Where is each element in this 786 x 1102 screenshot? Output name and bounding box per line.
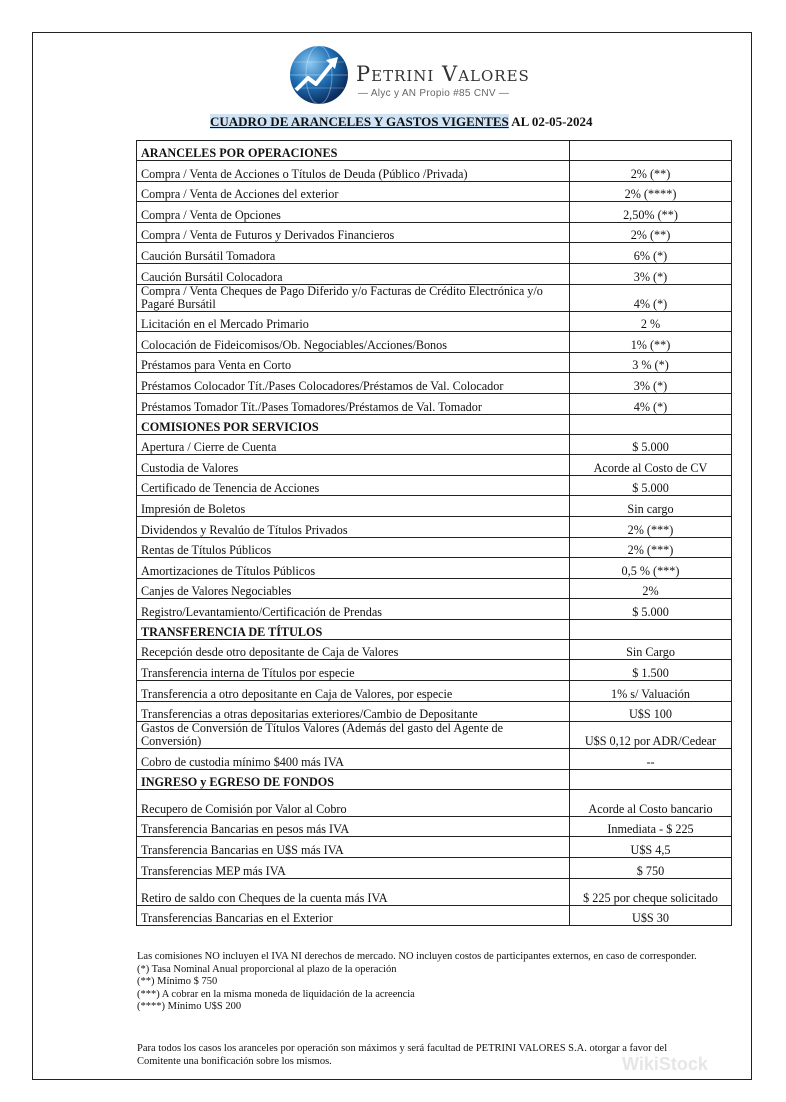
fee-concept: Transferencia interna de Títulos por especie xyxy=(137,660,570,681)
table-row xyxy=(137,393,732,414)
footnote: (*) Tasa Nominal Anual proporcional al plazo de la operación xyxy=(137,963,397,975)
table-row xyxy=(137,434,732,455)
fee-value: 3% (*) xyxy=(570,263,732,284)
fee-concept: Licitación en el Mercado Primario xyxy=(137,311,570,332)
table-row xyxy=(137,202,732,223)
fee-concept: Colocación de Fideicomisos/Ob. Negociables/Acciones/Bonos xyxy=(137,332,570,353)
table-row xyxy=(137,878,732,905)
fee-concept: Préstamos para Venta en Corto xyxy=(137,352,570,373)
table-row xyxy=(137,858,732,879)
table-row xyxy=(137,243,732,264)
table-row xyxy=(137,558,732,579)
fee-value: 3% (*) xyxy=(570,373,732,394)
section-header-row xyxy=(137,619,732,639)
fees-table xyxy=(136,140,732,926)
fee-concept: Transferencias MEP más IVA xyxy=(137,858,570,879)
fee-value: 2,50% (**) xyxy=(570,202,732,223)
title-date: AL 02-05-2024 xyxy=(508,114,593,129)
fee-concept: Retiro de saldo con Cheques de la cuenta más IVA xyxy=(137,878,570,905)
fee-value: 2% (***) xyxy=(570,516,732,537)
fee-concept: Transferencia Bancarias en pesos más IVA xyxy=(137,816,570,837)
fee-value: 1% s/ Valuación xyxy=(570,681,732,702)
fee-concept: Caución Bursátil Colocadora xyxy=(137,263,570,284)
table-row xyxy=(137,639,732,660)
table-row xyxy=(137,681,732,702)
fee-value: $ 5.000 xyxy=(570,599,732,620)
table-row xyxy=(137,181,732,202)
fee-concept: Canjes de Valores Negociables xyxy=(137,578,570,599)
fee-value: $ 750 xyxy=(570,858,732,879)
table-row xyxy=(137,311,732,332)
fee-concept: Transferencias a otras depositarias exteriores/Cambio de Depositante xyxy=(137,701,570,722)
table-row xyxy=(137,789,732,816)
fee-concept: Custodia de Valores xyxy=(137,455,570,476)
section-header-row xyxy=(137,769,732,789)
fee-value: 4% (*) xyxy=(570,393,732,414)
table-row xyxy=(137,284,732,311)
title-highlight: CUADRO DE ARANCELES Y GASTOS VIGENTES xyxy=(210,114,509,129)
fee-value: 3 % (*) xyxy=(570,352,732,373)
table-row xyxy=(137,352,732,373)
table-row xyxy=(137,816,732,837)
fee-value: 2% xyxy=(570,578,732,599)
brand-name: Petrini Valores xyxy=(356,62,530,86)
section-title: COMISIONES POR SERVICIOS xyxy=(137,414,570,434)
fee-value xyxy=(570,414,732,434)
table-row xyxy=(137,660,732,681)
footnote: Las comisiones NO incluyen el IVA NI derechos de mercado. NO incluyen costos de participantes externos, en caso de corresponder. xyxy=(137,951,697,962)
fee-value: U$S 4,5 xyxy=(570,837,732,858)
brand-logo xyxy=(288,44,538,106)
fee-concept: Préstamos Tomador Tít./Pases Tomadores/Préstamos de Val. Tomador xyxy=(137,393,570,414)
fee-value: U$S 100 xyxy=(570,701,732,722)
table-row xyxy=(137,161,732,182)
fee-value: 2% (**) xyxy=(570,222,732,243)
fee-concept: Compra / Venta Cheques de Pago Diferido y/o Facturas de Crédito Electrónica y/o Pagaré Bursátil xyxy=(137,284,570,311)
fee-concept: Cobro de custodia mínimo $400 más IVA xyxy=(137,749,570,770)
fee-value: 2% (**) xyxy=(570,161,732,182)
closing-note: Para todos los casos los aranceles por operación son máximos y será facultad de PETRINI VALORES S.A. otorgar a favor del Comitente una bonificación sobre los mismos. xyxy=(137,1043,668,1067)
section-title: ARANCELES POR OPERACIONES xyxy=(137,141,570,161)
fee-concept: Dividendos y Revalúo de Títulos Privados xyxy=(137,516,570,537)
fee-value: $ 225 por cheque solicitado xyxy=(570,878,732,905)
footnote: (****) Mínimo U$S 200 xyxy=(137,1001,242,1013)
table-row xyxy=(137,332,732,353)
fee-concept: Compra / Venta de Acciones o Títulos de Deuda (Público /Privada) xyxy=(137,161,570,182)
fee-concept: Recepción desde otro depositante de Caja de Valores xyxy=(137,639,570,660)
fee-value: Inmediata - $ 225 xyxy=(570,816,732,837)
table-row xyxy=(137,905,732,926)
fee-value: U$S 30 xyxy=(570,905,732,926)
fee-value: -- xyxy=(570,749,732,770)
table-row xyxy=(137,263,732,284)
fee-value: Sin Cargo xyxy=(570,639,732,660)
brand-tagline: — Alyc y AN Propio #85 CNV — xyxy=(358,88,510,99)
fee-concept: Transferencias Bancarias en el Exterior xyxy=(137,905,570,926)
fee-value xyxy=(570,141,732,161)
table-row xyxy=(137,537,732,558)
fee-concept: Impresión de Boletos xyxy=(137,496,570,517)
table-row xyxy=(137,599,732,620)
footnotes xyxy=(137,951,697,1014)
page-title xyxy=(210,114,593,130)
fee-concept: Rentas de Títulos Públicos xyxy=(137,537,570,558)
fee-value: 4% (*) xyxy=(570,284,732,311)
section-header-row xyxy=(137,141,732,161)
fee-concept: Compra / Venta de Acciones del exterior xyxy=(137,181,570,202)
table-row xyxy=(137,373,732,394)
fee-value: 0,5 % (***) xyxy=(570,558,732,579)
table-row xyxy=(137,701,732,722)
fee-concept: Recupero de Comisión por Valor al Cobro xyxy=(137,789,570,816)
fee-concept: Préstamos Colocador Tít./Pases Colocadores/Préstamos de Val. Colocador xyxy=(137,373,570,394)
section-header-row xyxy=(137,414,732,434)
table-row xyxy=(137,722,732,749)
fee-value: 2 % xyxy=(570,311,732,332)
fee-concept: Transferencia Bancarias en U$S más IVA xyxy=(137,837,570,858)
fee-concept: Gastos de Conversión de Títulos Valores (Además del gasto del Agente de Conversión) xyxy=(137,722,570,749)
section-title: TRANSFERENCIA DE TÍTULOS xyxy=(137,619,570,639)
table-row xyxy=(137,837,732,858)
table-row xyxy=(137,222,732,243)
fee-value: $ 1.500 xyxy=(570,660,732,681)
fee-concept: Transferencia a otro depositante en Caja de Valores, por especie xyxy=(137,681,570,702)
table-row xyxy=(137,455,732,476)
fee-value: Acorde al Costo de CV xyxy=(570,455,732,476)
fee-value: 2% (****) xyxy=(570,181,732,202)
fee-concept: Compra / Venta de Opciones xyxy=(137,202,570,223)
fee-value: 6% (*) xyxy=(570,243,732,264)
table-row xyxy=(137,496,732,517)
footnote: (**) Mínimo $ 750 xyxy=(137,976,218,988)
fee-concept: Apertura / Cierre de Cuenta xyxy=(137,434,570,455)
watermark: WikiStock xyxy=(622,1054,708,1074)
fee-value: $ 5.000 xyxy=(570,475,732,496)
fee-concept: Certificado de Tenencia de Acciones xyxy=(137,475,570,496)
table-row xyxy=(137,516,732,537)
fee-value: 1% (**) xyxy=(570,332,732,353)
fee-concept: Caución Bursátil Tomadora xyxy=(137,243,570,264)
section-title: INGRESO y EGRESO DE FONDOS xyxy=(137,769,570,789)
fee-concept: Amortizaciones de Títulos Públicos xyxy=(137,558,570,579)
fee-value xyxy=(570,619,732,639)
fee-value: U$S 0,12 por ADR/Cedear xyxy=(570,722,732,749)
fee-value: $ 5.000 xyxy=(570,434,732,455)
footnote: (***) A cobrar en la misma moneda de liquidación de la acreencia xyxy=(137,988,415,1000)
fee-value: Acorde al Costo bancario xyxy=(570,789,732,816)
fee-value: Sin cargo xyxy=(570,496,732,517)
fee-concept: Compra / Venta de Futuros y Derivados Financieros xyxy=(137,222,570,243)
table-row xyxy=(137,578,732,599)
table-row xyxy=(137,749,732,770)
table-row xyxy=(137,475,732,496)
fee-value xyxy=(570,769,732,789)
globe-chart-icon xyxy=(288,44,350,106)
fee-concept: Registro/Levantamiento/Certificación de Prendas xyxy=(137,599,570,620)
fee-value: 2% (***) xyxy=(570,537,732,558)
